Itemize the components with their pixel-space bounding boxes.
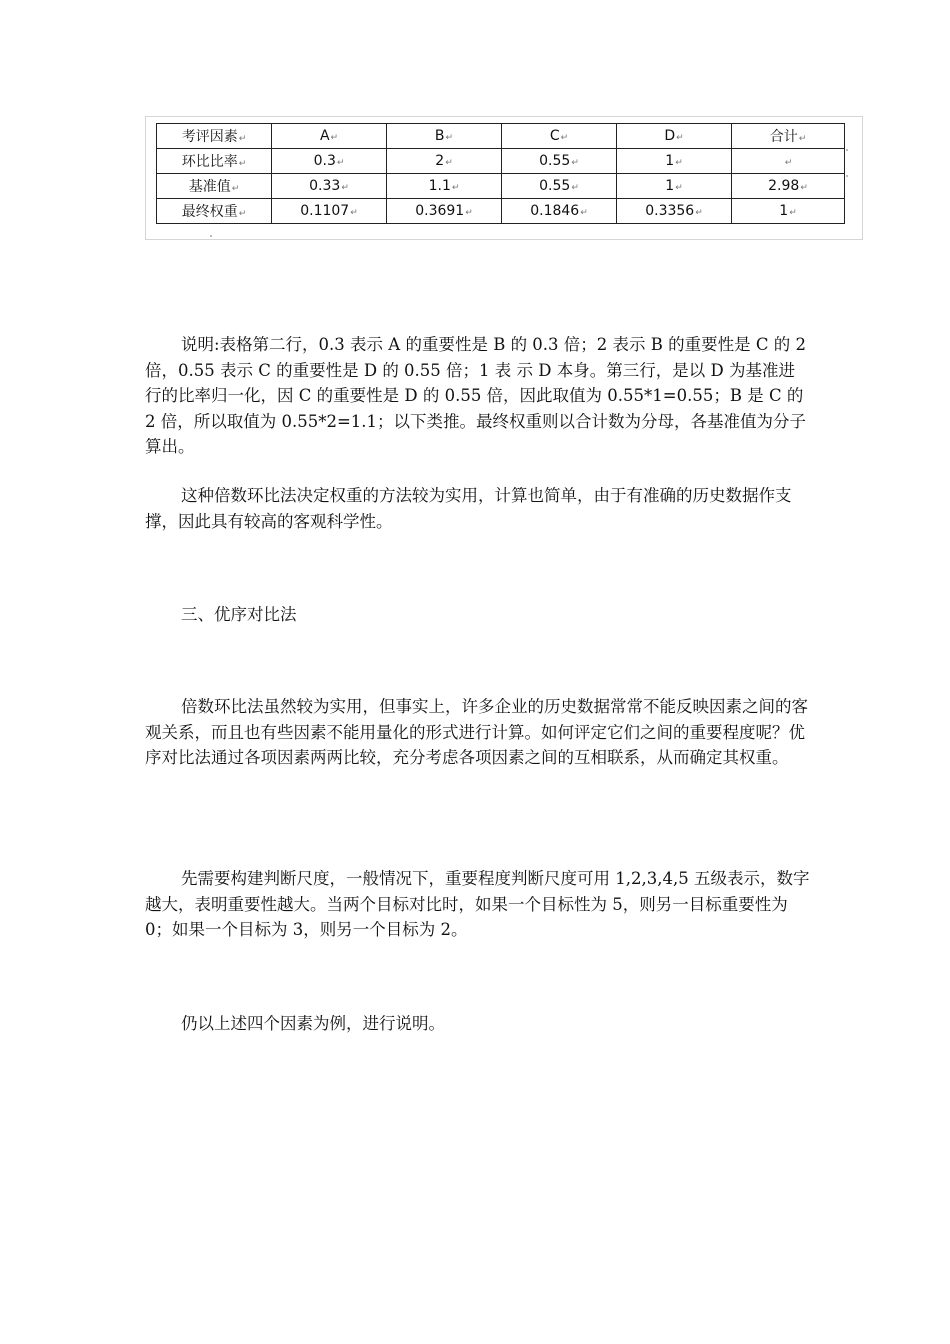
table-cell xyxy=(502,149,617,174)
paragraph-mark-icon: ↵ xyxy=(341,183,349,193)
cell-text: 合计 xyxy=(769,129,798,145)
paragraph-mark-icon: ↵ xyxy=(676,133,684,143)
paragraph-mark-icon: ↵ xyxy=(789,208,797,218)
table-cell xyxy=(157,149,272,174)
paragraph-mark-icon: ↵ xyxy=(571,158,579,168)
table-cell xyxy=(157,124,272,149)
cell-text: 0.55 xyxy=(539,178,571,194)
table-cell xyxy=(732,174,845,199)
paragraph-mark-icon: ↵ xyxy=(675,158,683,168)
cell-text: 考评因素 xyxy=(181,129,238,145)
paragraph-method-summary: 这种倍数环比法决定权重的方法较为实用，计算也简单，由于有准确的历史数据作支撑，因此具有较高的客观科学性。 xyxy=(145,486,792,531)
paragraph-example: 仍以上述四个因素为例，进行说明。 xyxy=(181,1014,445,1033)
table-cell xyxy=(732,149,845,174)
table-cell xyxy=(502,199,617,224)
cell-text: 最终权重 xyxy=(181,204,238,220)
paragraph-mark-icon: ↵ xyxy=(800,183,808,193)
paragraph-mark-icon: ↵ xyxy=(350,208,358,218)
cell-text: 0.55 xyxy=(539,153,571,169)
paragraph-table-explanation: 说明:表格第二行，0.3 表示 A 的重要性是 B 的 0.3 倍；2 表示 B 的重要性是 C 的 2 倍，0.55 表示 C 的重要性是 D 的 0.55 倍；1 表 示 D 本身。第三行，是以 D 为基准进行的比率归一化，因 C 的重要性是 D 的 0.55 倍，因此取值为 0.55*1=0.55；B 是 C 的 2 倍，所以取值为 0.55*2=1.1；以下类推。最终权重则以合计数为分母，各基准值为分子算出。 xyxy=(145,335,807,456)
scan-artifact xyxy=(846,149,848,151)
paragraph-scale: 先需要构建判断尺度，一般情况下，重要程度判断尺度可用 1,2,3,4,5 五级表示，数字越大，表明重要性越大。当两个目标对比时，如果一个目标性为 5，则另一目标重要性为0；如果一个目标为 3，则另一个目标为 2。 xyxy=(145,869,810,939)
cell-text: 0.3691 xyxy=(415,203,465,219)
table-cell xyxy=(617,174,732,199)
table-cell xyxy=(617,149,732,174)
cell-text: 0.3 xyxy=(313,153,336,169)
table-cell xyxy=(502,174,617,199)
paragraph-mark-icon: ↵ xyxy=(330,133,339,143)
paragraph-mark-icon: ↵ xyxy=(798,134,807,144)
paragraph-mark-icon: ↵ xyxy=(238,209,247,219)
cell-text: 2.98 xyxy=(768,178,800,194)
cell-text: 2 xyxy=(435,153,445,169)
section-heading: 三、优序对比法 xyxy=(181,605,297,624)
table-cell xyxy=(387,199,502,224)
table-cell xyxy=(272,174,387,199)
table-cell xyxy=(502,124,617,149)
table-cell xyxy=(732,124,845,149)
cell-text: A xyxy=(319,128,330,144)
cell-text: 环比比率 xyxy=(181,154,238,170)
table-cell xyxy=(157,199,272,224)
table-row xyxy=(157,174,845,199)
cell-text: 0.3356 xyxy=(645,203,695,219)
paragraph-mark-icon: ↵ xyxy=(465,208,473,218)
paragraph-mark-icon: ↵ xyxy=(238,159,247,169)
cell-text: 0.1107 xyxy=(300,203,350,219)
cell-text: 0.33 xyxy=(309,178,341,194)
paragraph-mark-icon: ↵ xyxy=(445,158,453,168)
table-cell xyxy=(387,174,502,199)
cell-text: 1 xyxy=(779,203,789,219)
paragraph-mark-icon: ↵ xyxy=(231,184,240,194)
table-cell xyxy=(732,199,845,224)
weights-table-image xyxy=(145,116,863,240)
paragraph-mark-icon: ↵ xyxy=(571,183,579,193)
cell-text: C xyxy=(549,128,560,144)
table-cell xyxy=(272,124,387,149)
cell-text: 0.1846 xyxy=(530,203,580,219)
table-cell xyxy=(387,124,502,149)
table-cell xyxy=(617,199,732,224)
paragraph-mark-icon: ↵ xyxy=(445,133,454,143)
table-cell xyxy=(387,149,502,174)
paragraph-mark-icon: ↵ xyxy=(695,208,703,218)
table-row xyxy=(157,199,845,224)
paragraph-mark-icon: ↵ xyxy=(784,158,793,168)
cell-text: 1.1 xyxy=(428,178,451,194)
paragraph-mark-icon: ↵ xyxy=(560,133,569,143)
weights-table xyxy=(156,123,845,224)
scan-artifact xyxy=(210,235,212,237)
paragraph-mark-icon: ↵ xyxy=(336,158,345,168)
paragraph-priority-intro: 倍数环比法虽然较为实用，但事实上，许多企业的历史数据常常不能反映因素之间的客观关系，而且也有些因素不能用量化的形式进行计算。如何评定它们之间的重要程度呢？优序对比法通过各项因素两两比较，充分考虑各项因素之间的互相联系，从而确定其权重。 xyxy=(145,697,808,767)
table-cell xyxy=(272,199,387,224)
paragraph-mark-icon: ↵ xyxy=(451,183,460,193)
paragraph-mark-icon: ↵ xyxy=(580,208,588,218)
cell-text: D xyxy=(664,128,676,144)
table-row xyxy=(157,124,845,149)
cell-text: 1 xyxy=(665,178,675,194)
paragraph-mark-icon: ↵ xyxy=(675,183,683,193)
cell-text: 基准值 xyxy=(188,179,231,195)
table-cell xyxy=(157,174,272,199)
scan-artifact xyxy=(846,175,848,177)
cell-text: B xyxy=(434,128,445,144)
table-row xyxy=(157,149,845,174)
cell-text: 1 xyxy=(665,153,675,169)
paragraph-mark-icon: ↵ xyxy=(238,134,247,144)
table-cell xyxy=(272,149,387,174)
table-cell xyxy=(617,124,732,149)
